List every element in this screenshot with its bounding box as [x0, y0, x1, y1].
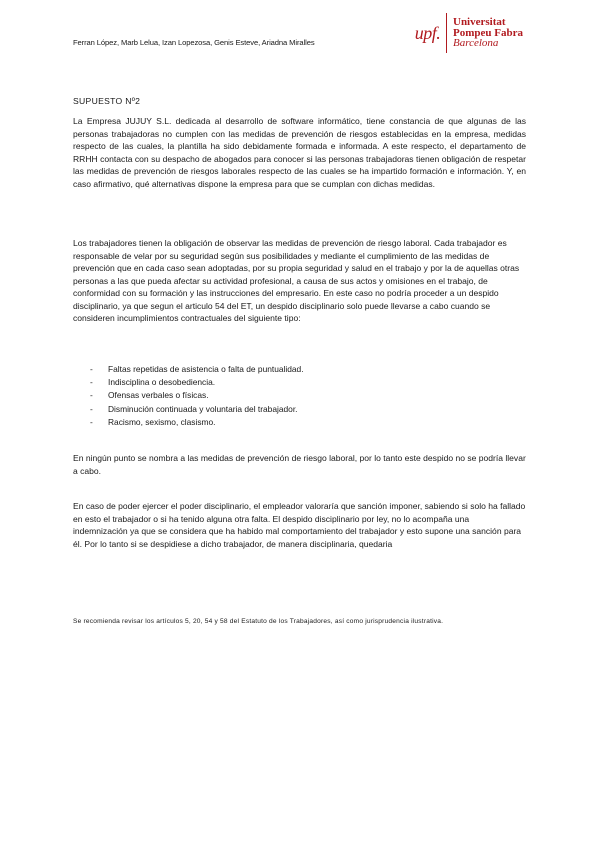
- bullet-dash: -: [90, 390, 93, 401]
- list-item-text: Racismo, sexismo, clasismo.: [108, 416, 216, 427]
- answer-paragraph-3: En caso de poder ejercer el poder disciplinario, el empleador valoraría que sanción imponer, sabiendo si solo ha fallado en esto el trabajador o si ha tenido alguna otra falta. El despido disciplinario por ley, no lo acompaña una indemnización ya que se considera que ha habido mal comportamiento del trabajador y esto supone una sanción para él. Por lo tanto si se despidiese a dicho trabajador, de manera disciplinaria, quedaria: [73, 501, 526, 549]
- list-item: [90, 376, 304, 389]
- list-item-text: Indisciplina o desobediencia.: [108, 377, 216, 388]
- authors-line: Ferran López, Marb Lelua, Izan Lopezosa, Genis Esteve, Ariadna Miralles: [73, 38, 315, 47]
- answer-paragraph-1: Los trabajadores tienen la obligación de observar las medidas de prevención de riesgo laboral. Cada trabajador es responsable de velar por su seguridad según sus posibilidades y mediante el cumplimiento de las medidas de prevención que en cada caso sean adoptadas, por su propia seguridad y salud en el trabajo y por la de aquellas otras personas a las que pueda afectar su actividad profesional, a causa de sus actos y omisiones en el trabajo, de conformidad con su formación y las instrucciones del empresario. En este caso no podría proceder a un despido disciplinario, ya que segun el articulo 54 del ET, un despido disciplinario solo puede llevarse a cabo cuando se consideren incumplimientos contractuales del siguiente tipo:: [73, 238, 520, 323]
- bullet-dash: -: [90, 364, 93, 374]
- answer-paragraph-2: En ningún punto se nombra a las medidas de prevención de riesgo laboral, por lo tanto este despido no se podría llevar a cabo.: [73, 453, 526, 476]
- university-name-line3: Barcelona: [453, 37, 499, 50]
- university-name: [447, 17, 523, 49]
- footnote: Se recomienda revisar los artículos 5, 20, 54 y 58 del Estatuto de los Trabajadores, así como jurisprudencia ilustrativa.: [73, 618, 444, 625]
- university-name-line2: Pompeu Fabra: [453, 26, 523, 39]
- upf-logo-mark: upf.: [409, 13, 447, 53]
- bullet-dash: -: [90, 403, 93, 414]
- university-logo: [409, 13, 523, 53]
- list-item: [90, 389, 304, 402]
- list-item: [90, 403, 304, 416]
- intro-paragraph: La Empresa JUJUY S.L. dedicada al desarrollo de software informático, tiene constancia de que algunas de las personas trabajadoras no cumplen con las medidas de prevención de riesgos establecidas en la empresa, medidas respecto de las cuales, la plantilla ha sido debidamente formada e informada. A este respecto, el departamento de RRHH contacta con su despacho de abogados para conocer si las personas trabajadoras tienen obligación de respetar las medidas de prevención de riesgos laborales respecto de las cuales se ha impartido formación e información. Y, en caso afirmativo, qué alternativas dispone la empresa para que se cumplan con dichas medidas.: [73, 116, 526, 189]
- case-title: SUPUESTO Nº2: [73, 96, 141, 106]
- bullet-dash: -: [90, 416, 93, 427]
- list-item-text: Disminución continuada y voluntaria del trabajador.: [108, 403, 298, 414]
- list-item: [90, 363, 304, 376]
- list-item: [90, 416, 304, 429]
- list-item-text: Faltas repetidas de asistencia o falta de puntualidad.: [108, 364, 304, 374]
- university-name-line1: Universitat: [453, 16, 506, 29]
- list-item-text: Ofensas verbales o físicas.: [108, 390, 209, 401]
- infractions-list: [90, 363, 304, 429]
- bullet-dash: -: [90, 377, 93, 388]
